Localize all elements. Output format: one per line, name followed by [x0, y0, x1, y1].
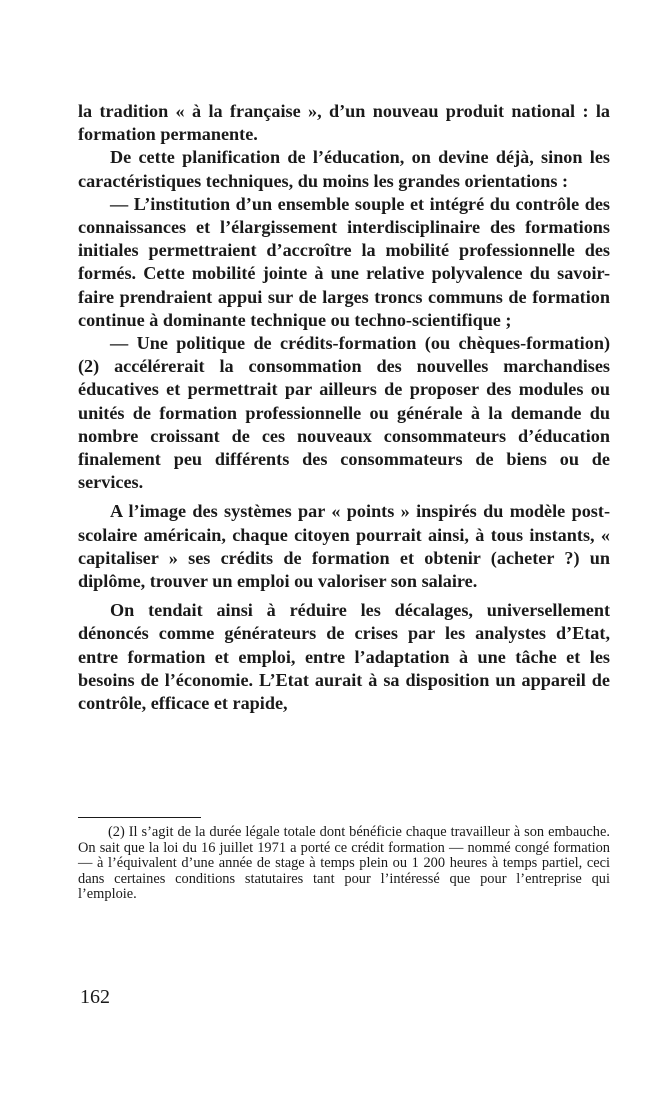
- page-content: [78, 100, 610, 715]
- paragraph-institution: — L’institution d’un ensemble souple et intégré du contrôle des connaissances et l’élargissement interdisciplinaire des formations initiales permettraient d’accroître la mobilité professionnelle des formés. Cette mobilité jointe à une relative polyvalence du savoir-faire prendraient appui sur de larges troncs communs de formation continue à dominante technique ou techno-scientifique ;: [78, 193, 610, 330]
- page-number: 162: [80, 986, 110, 1008]
- paragraph-continuation: la tradition « à la française », d’un nouveau produit national : la formation permanente.: [78, 101, 610, 145]
- body-text: [78, 100, 610, 715]
- footnote-divider: [78, 817, 201, 818]
- paragraph-decalages: On tendait ainsi à réduire les décalages, universellement dénoncés comme générateurs de crises par les analystes d’Etat, entre formation et emploi, entre l’adaptation à une tâche et les besoins de l’économie. L’Etat aurait à sa disposition un appareil de contrôle, efficace et rapide,: [78, 600, 610, 714]
- paragraph-planification: De cette planification de l’éducation, on devine déjà, sinon les caractéristiques techniques, du moins les grandes orientations :: [78, 147, 610, 191]
- paragraph-credits-formation: — Une politique de crédits-formation (ou chèques-formation) (2) accélérerait la consommation des nouvelles marchandises éducatives et permettrait par ailleurs de proposer des modules ou unités de formation professionnelle ou générale à la demande du nombre croissant de ces nouveaux consommateurs d’éducation finalement peu différents des consommateurs de biens ou de services.: [78, 333, 610, 493]
- paragraph-systemes-points: A l’image des systèmes par « points » inspirés du modèle post-scolaire américain, chaque citoyen pourrait ainsi, à tous instants, « capitaliser » ses crédits de formation et obtenir (acheter ?) un diplôme, trouver un emploi ou valoriser son salaire.: [78, 501, 610, 592]
- footnote: [78, 825, 610, 903]
- footnote-text: (2) Il s’agit de la durée légale totale dont bénéficie chaque travailleur à son embauche. On sait que la loi du 16 juillet 1971 a porté ce crédit formation — nommé congé formation — à l’équivalent d’une année de stage à temps plein ou 1 200 heures à temps partiel, ceci dans certaines conditions statutaires tant pour l’intéressé que pour l’entreprise qui l’emploie.: [78, 824, 610, 903]
